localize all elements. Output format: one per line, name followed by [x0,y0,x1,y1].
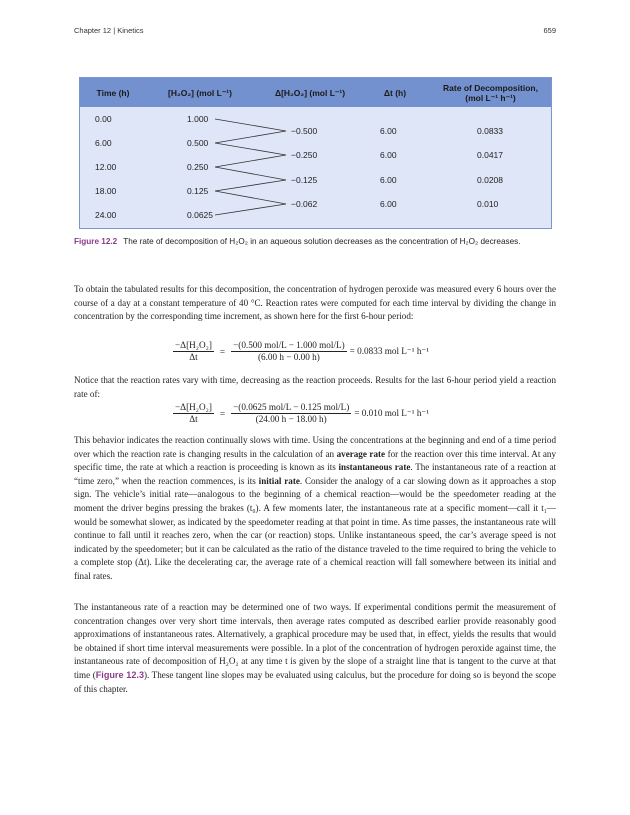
equation-lhs-denominator: Δt [189,352,198,362]
equation-rhs-numerator: −(0.500 mol/L − 1.000 mol/L) [233,340,345,350]
text-run: . The instantaneous rate of a reaction at “time zero,” when the reaction commences, is its [74,462,557,486]
rate-cell: 0.0417 [477,150,503,160]
running-header-chapter: Chapter 12 | Kinetics [74,26,144,35]
delta-t-cell: 6.00 [380,150,397,160]
delta-cell: −0.250 [291,150,318,160]
time-cell: 12.00 [95,162,117,172]
text-run: The instantaneous rate of a reaction may be determined one of two ways. If experimental conditions permit the measurement of concentration changes over very short time intervals, then average rates computed as described earlier provide reasonably good approximations of instantaneous rates. Alternatively, a graphical procedure may be used that, in effect, yields the results that would be obtained if short time interval measurements were possible. In a plot of the concentration of hydrogen peroxide against time, the instantaneous rate of decomposition of H₂O₂ at any time t is given by the slope of a straight line that is tangent to the curve at that time ( [74,602,556,680]
equation-lhs [173,340,214,363]
equation-lhs-numerator: −Δ[H₂O₂] [175,340,212,350]
delta-cell: −0.125 [291,175,318,185]
delta-cell: −0.062 [291,199,318,209]
rate-cell: 0.010 [477,199,499,209]
time-cell: 6.00 [95,138,112,148]
caption-text: The rate of decomposition of H₂O₂ in an aqueous solution decreases as the concentration of H₂O₂ decreases. [123,237,521,246]
paragraph-intro: To obtain the tabulated results for this decomposition, the concentration of hydrogen peroxide was measured every 6 hours over the course of a day at a constant temperature of 40 °C. Reaction rates were computed for each time interval by dividing the change in concentration by the corresponding time increment, as shown here for the first 6-hour period: [74,284,556,322]
header-delta-t: Δt (h) [383,87,407,98]
header-time: Time (h) [96,87,130,98]
header-concentration: [H₂O₂] (mol L⁻¹) [168,87,232,98]
equation-rhs [231,402,351,425]
delta-t-cell: 6.00 [380,175,397,185]
delta-t-cell: 6.00 [380,199,397,209]
term-instantaneous-rate: instantaneous rate [338,462,411,473]
time-cell: 18.00 [95,186,117,196]
figure-reference-link[interactable]: Figure 12.3 [95,669,145,680]
equation-last-interval [170,402,429,425]
page-number: 659 [543,26,556,35]
rate-cell: 0.0208 [477,175,503,185]
text-run: This behavior indicates the reaction continually slows with time. Using the concentrations at the beginning and end of a time period over which the reaction rate is changing results in the calculation of an [74,435,556,459]
time-cell: 0.00 [95,114,112,124]
term-average-rate: average rate [336,448,386,459]
header-rate-line1: Rate of Decomposition, [443,82,538,93]
equals-sign: = [219,408,226,419]
equation-rhs-denominator: (24.00 h − 18.00 h) [255,414,327,424]
concentration-cell: 0.125 [187,186,209,196]
paragraph-notice: Notice that the reaction rates vary with time, decreasing as the reaction proceeds. Results for the last 6-hour period yield a reaction rate of: [74,375,556,399]
paragraph-instantaneous-rate [74,601,556,696]
equation-rhs [231,340,347,363]
equals-sign: = [219,346,226,357]
term-initial-rate: initial rate [258,475,300,486]
figure-label: Figure 12.2 [74,237,118,246]
concentration-cell: 1.000 [187,114,209,124]
text-run: . Consider the analogy of a car slowing down as it approaches a stop sign. The vehicle’s initial rate—analogous to the beginning of a chemical reaction—would be the speedometer reading at the moment the driver begins pressing the brakes (t₀). A few moments later, the instantaneous rate at a specific moment—call it t₁—would be somewhat slower, as indicated by the speedometer reading at that point in time. As time passes, the instantaneous rate will continue to fall until it reaches zero, when the car (or reaction) stops. Unlike instantaneous speed, the car’s average speed is not indicated by the speedometer; but it can be calculated as the ratio of the distance traveled to the time required to bring the vehicle to a complete stop (Δt). Like the decelerating car, the average rate of a chemical reaction will fall somewhere between its initial and final rates. [74,475,556,581]
equation-result: = 0.010 mol L⁻¹ h⁻¹ [354,408,430,418]
equation-lhs [173,402,214,425]
rate-cell: 0.0833 [477,126,503,136]
concentration-cell: 0.0625 [187,210,213,220]
text-run: ). These tangent line slopes may be evaluated using calculus, but the procedure for doing so is beyond the scope of this chapter. [74,669,557,694]
equation-lhs-denominator: Δt [189,414,198,424]
concentration-cell: 0.500 [187,138,209,148]
equation-rhs-denominator: (6.00 h − 0.00 h) [257,352,320,362]
header-rate-line2: (mol L⁻¹ h⁻¹) [465,92,516,103]
equation-lhs-numerator: −Δ[H₂O₂] [175,402,212,412]
delta-t-cell: 6.00 [380,126,397,136]
time-cell: 24.00 [95,210,117,220]
header-delta-concentration: Δ[H₂O₂] (mol L⁻¹) [274,87,346,98]
equation-first-interval [170,340,429,363]
rate-data-table [79,77,552,229]
figure-caption [74,236,556,247]
text-run: for the reaction over this time interval. At any specific time, the rate at which a reaction is proceeding is known as its [74,448,556,473]
delta-cell: −0.500 [291,126,318,136]
equation-rhs-numerator: −(0.0625 mol/L − 0.125 mol/L) [233,402,350,412]
paragraph-average-rate [74,434,556,584]
equation-result: = 0.0833 mol L⁻¹ h⁻¹ [349,346,430,356]
concentration-cell: 0.250 [187,162,209,172]
